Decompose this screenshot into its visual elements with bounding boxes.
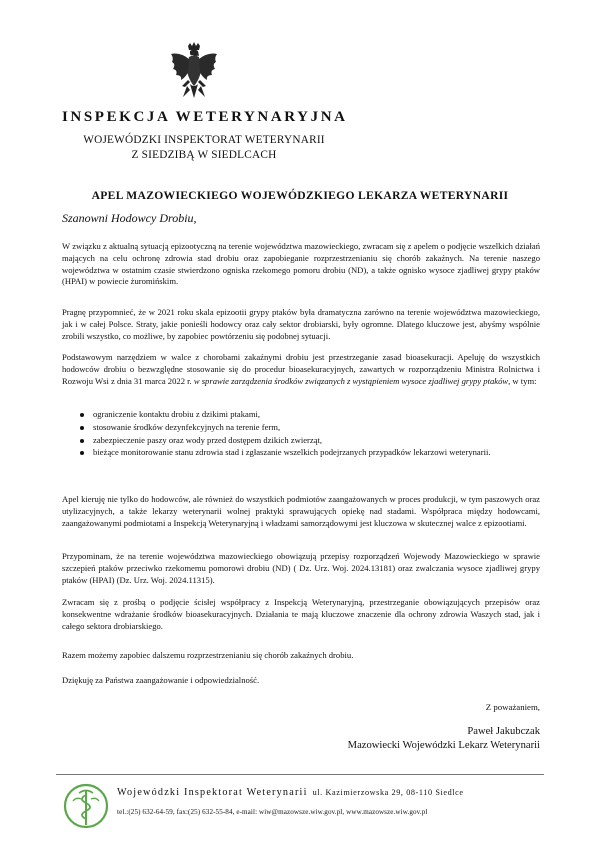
list-item-text: ograniczenie kontaktu drobiu z dzikimi ptakami, xyxy=(93,409,261,419)
signer-name: Paweł Jakubczak xyxy=(467,726,540,737)
bullet-icon xyxy=(80,451,84,455)
salutation: Szanowni Hodowcy Drobiu, xyxy=(62,211,197,225)
list-item xyxy=(80,435,540,447)
biosecurity-text: Podstawowym narzędziem w walce z chorobami zakaźnymi drobiu jest przestrzeganie zasad bioasekuracji. Apeluję do wszystkich hodowców drobiu o bezwzględne stosowanie się do procedur bioasekuracyjnych, zawartych w rozporządzeniu Ministra Rolnictwa i Rozwoju Wsi z dnia 31 marca 2022 r. xyxy=(62,352,540,386)
list-item xyxy=(80,447,540,459)
veterinary-caduceus-logo-icon xyxy=(62,781,110,831)
institution-subtitle: WOJEWÓDZKI INSPEKTORAT WETERYNARII xyxy=(83,134,325,146)
bullet-icon xyxy=(80,426,84,430)
list-item-text: stosowanie środków dezynfekcyjnych na terenie ferm, xyxy=(93,421,281,432)
polish-eagle-icon xyxy=(168,42,220,104)
paragraph-stakeholders: Apel kieruję nie tylko do hodowców, ale również do wszystkich podmiotów zaangażowanych w proces produkcji, w tym paszowych oraz utylizacyjnych, a także lekarzy weterynarii wolnej praktyki sprawujących opiekę nad stadami. Współpraca między hodowcami, zaangażowanymi podmiotami a Inspekcją Weterynaryjną i władzami samorządowymi jest kluczowa w skutecznej walce z epizootiami. xyxy=(62,494,540,528)
regulation-title: w sprawie zarządzenia środków związanych z wystąpieniem wysoce zjadliwej grypy ptaków xyxy=(193,375,509,386)
list-item xyxy=(80,422,540,434)
footer-contact: tel.:(25) 632-64-59, fax:(25) 632-55-84, e-mail: wiw@mazowsze.wiw.gov.pl, www.mazowsze.wiw.gov.pl xyxy=(117,808,428,816)
paragraph-cooperation: Zwracam się z prośbą o podjęcie ścisłej współpracy z Inspekcją Weterynaryjną, przestrzeganie obowiązujących przepisów oraz konsekwentne wdrażanie środków bioasekuracyjnych. Działania te mają kluczowe znaczenie dla ochrony zdrowia Waszych stad, jak i całego sektora drobiarskiego. xyxy=(62,597,540,631)
footer-organization xyxy=(117,787,464,798)
paragraph-thanks: Dziękuję za Państwa zaangażowanie i odpowiedzialność. xyxy=(62,675,260,685)
list-item xyxy=(80,409,540,421)
footer-address: ul. Kazimierzowska 29, 08-110 Siedlce xyxy=(312,788,464,797)
institution-seat: Z SIEDZIBĄ W SIEDLCACH xyxy=(131,149,277,161)
biosecurity-text-end: , w tym: xyxy=(508,375,537,386)
paragraph-history: Pragnę przypomnieć, że w 2021 roku skala epizootii grypy ptaków była dramatyczna zarówno na terenie województwa mazowieckiego, jak i w całej Polsce. Straty, jakie ponieśli hodowcy oraz cały sektor drobiarski, były ogromne. Dlatego kluczowe jest, abyśmy wspólnie zrobili wszystko, co możliwe, by zapobiec powtórzeniu się podobnej sytuacji. xyxy=(62,307,540,341)
paragraph-regulations: Przypominam, że na terenie województwa mazowieckiego obowiązują przepisy rozporządzeń Wojewody Mazowieckiego w sprawie szczepień ptaków przeciwko rzekomemu pomorowi drobiu (ND) ( Dz. Urz. Woj. 2024.13181) oraz zwalczania wysoce zjadliwej grypy ptaków (HPAI) (Dz. Urz. Woj. 2024.11315). xyxy=(62,551,540,585)
list-item-text: zabezpieczenie paszy oraz wody przed dostępem dzikich zwierząt, xyxy=(93,434,323,445)
bullet-icon xyxy=(80,413,84,417)
document-title: APEL MAZOWIECKIEGO WOJEWÓDZKIEGO LEKARZA WETERYNARII xyxy=(91,189,509,202)
list-item-text: bieżące monitorowanie stanu zdrowia stad i zgłaszanie wszelkich podejrzanych przypadków lekarzowi weterynarii. xyxy=(93,447,491,458)
footer-divider xyxy=(56,774,544,775)
paragraph-together: Razem możemy zapobiec dalszemu rozprzestrzenianiu się chorób zakaźnych drobiu. xyxy=(62,650,354,660)
footer-org-name: Wojewódzki Inspektorat Weterynarii xyxy=(117,787,308,798)
signer-role: Mazowiecki Wojewódzki Lekarz Weterynarii xyxy=(347,740,540,751)
institution-title: INSPEKCJA WETERYNARYJNA xyxy=(62,109,348,125)
bullet-icon xyxy=(80,439,84,443)
closing: Z poważaniem, xyxy=(485,702,540,712)
paragraph-situation: W związku z aktualną sytuacją epizootyczną na terenie województwa mazowieckiego, zwracam się z apelem o podjęcie wszelkich działań mających na celu ochronę zdrowia stad drobiu oraz zapobieganie rozprzestrzenianiu się chorób zakaźnych. Na terenie naszego województwa w ostatnim czasie stwierdzono ogniska rzekomego pomoru drobiu (ND), a także ognisko wysoce zjadliwej grypy ptaków (HPAI) w powiecie żuromińskim. xyxy=(62,241,540,287)
paragraph-biosecurity xyxy=(62,352,540,387)
biosecurity-list xyxy=(80,409,540,460)
